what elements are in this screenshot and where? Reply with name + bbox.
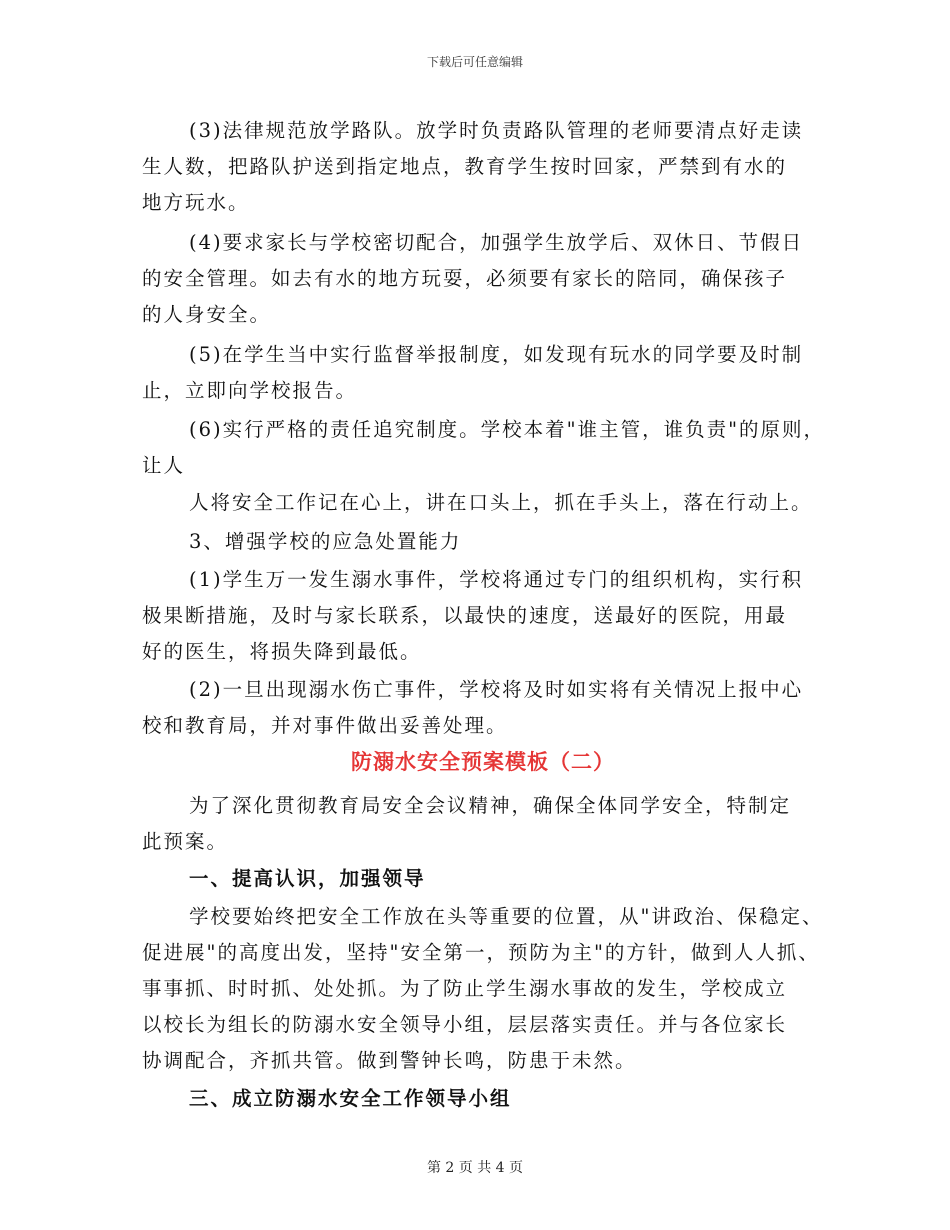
paragraph-line: 好的医生，将损失降到最低。: [142, 640, 422, 663]
paragraph-line: 协调配合，齐抓共管。做到警钟长鸣，防患于未然。: [142, 1049, 637, 1072]
paragraph-line: (2)一旦出现溺水伤亡事件，学校将及时如实将有关情况上报中心: [189, 678, 804, 701]
paragraph-line: 让人: [142, 454, 186, 477]
paragraph-line: 事事抓、时时抓、处处抓。为了防止学生溺水事故的发生，学校成立: [142, 977, 788, 1000]
paragraph-line: 此预案。: [142, 830, 229, 853]
paragraph-line: 促进展"的高度出发，坚持"安全第一，预防为主"的方针，做到人人抓、: [142, 941, 820, 964]
page-footer: 第 2 页 共 4 页: [426, 1160, 524, 1176]
paragraph-line: 以校长为组长的防溺水安全领导小组，层层落实责任。并与各位家长: [142, 1013, 788, 1036]
paragraph-line: 为了深化贯彻教育局安全会议精神，确保全体同学安全，特制定: [189, 794, 792, 817]
paragraph-line: 止，立即向学校报告。: [142, 379, 358, 402]
paragraph-line: (1)学生万一发生溺水事件，学校将通过专门的组织机构，实行积: [189, 568, 804, 591]
paragraph-line: 的人身安全。: [142, 303, 272, 326]
paragraph-line: (4)要求家长与学校密切配合，加强学生放学后、双休日、节假日: [189, 231, 804, 254]
section-heading: 三、成立防溺水安全工作领导小组: [189, 1087, 512, 1110]
paragraph-line: 校和教育局，并对事件做出妥善处理。: [142, 714, 508, 737]
paragraph-line: (6)实行严格的责任追究制度。学校本着"谁主管，谁负责"的原则，: [189, 418, 826, 441]
section-heading: 一、提高认识，加强领导: [189, 867, 426, 890]
paragraph-line: 人将安全工作记在心上，讲在口头上，抓在手头上，落在行动上。: [189, 491, 813, 514]
section-subheading: 3、增强学校的应急处置能力: [189, 530, 462, 553]
paragraph-line: 的安全管理。如去有水的地方玩耍，必须要有家长的陪同，确保孩子: [142, 267, 788, 290]
paragraph-line: (3)法律规范放学路队。放学时负责路队管理的老师要清点好走读: [189, 119, 804, 142]
paragraph-line: 生人数，把路队护送到指定地点，教育学生按时回家，严禁到有水的: [142, 155, 788, 178]
paragraph-line: 学校要始终把安全工作放在头等重要的位置，从"讲政治、保稳定、: [189, 905, 824, 928]
paragraph-line: (5)在学生当中实行监督举报制度，如发现有玩水的同学要及时制: [189, 343, 804, 366]
paragraph-line: 地方玩水。: [142, 191, 250, 214]
document-title: 防溺水安全预案模板（二）: [351, 749, 615, 774]
paragraph-line: 极果断措施，及时与家长联系，以最快的速度，送最好的医院，用最: [142, 604, 788, 627]
page-header: 下载后可任意编辑: [426, 55, 523, 69]
